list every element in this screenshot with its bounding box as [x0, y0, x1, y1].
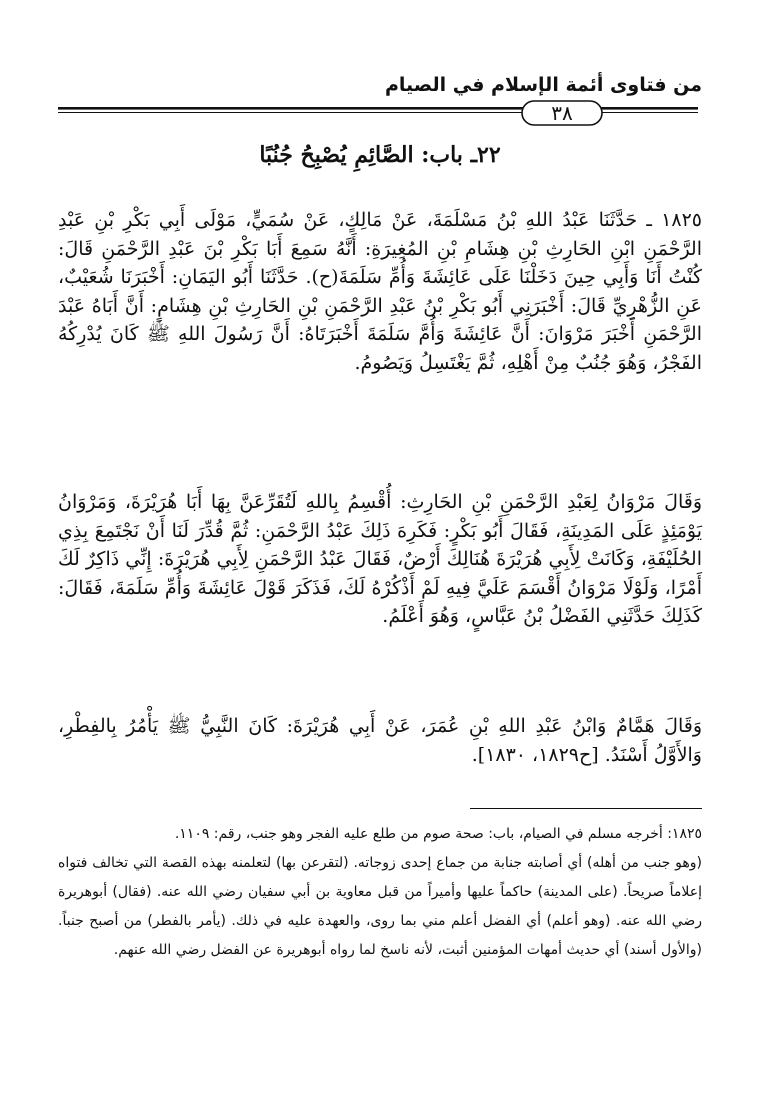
footnotes: [58, 820, 702, 965]
chapter-title: ٢٢ـ باب: الصَّائِمِ يُصْبِحُ جُنُبًا: [259, 142, 501, 168]
footnote-reference: ١٨٢٥: أخرجه مسلم في الصيام، باب: صحة صوم من طلع عليه الفجر وهو جنب، رقم: ١١٠٩.: [174, 826, 702, 842]
hadith-text: ١٨٢٥ ـ حَدَّثَنَا عَبْدُ اللهِ بْنُ مَسْلَمَةَ، عَنْ مَالِكٍ، عَنْ سُمَيٍّ، مَوْلَى أَبِي بَكْرِ بْنِ عَبْدِ الرَّحْمَنِ ابْنِ الحَارِثِ بْنِ هِشَامِ بْنِ المُغِيرَةِ: أَنَّهُ سَمِعَ أَبَا بَكْرِ بْنَ عَبْدِ الرَّحْمَنِ قَالَ: كُنْتُ أَنَا وَأَبِي حِينَ دَخَلْنَا عَلَى عَائِشَةَ وَأُمِّ سَلَمَةَ(ح). حَدَّثَنَا أَبُو اليَمَانِ: أَخْبَرَنَا شُعَيْبٌ، عَنِ الزُّهْرِيِّ قَالَ: أَخْبَرَنِي أَبُو بَكْرِ بْنُ عَبْدِ الرَّحْمَنِ بْنِ الحَارِثِ بْنِ هِشَامٍ: أَنَّ أَبَاهُ عَبْدَ الرَّحْمَنِ أَخْبَرَ مَرْوَانَ: أَنَّ عَائِشَةَ وَأُمَّ سَلَمَةَ أَخْبَرَتَاهُ: أَنَّ رَسُولَ اللهِ ﷺ كَانَ يُدْرِكُهُ الفَجْرُ، وَهُوَ جُنُبٌ مِنْ أَهْلِهِ، ثُمَّ يَغْتَسِلُ وَيَصُومُ.: [58, 209, 702, 374]
footnote-divider: [470, 808, 702, 809]
hadith-text: وَقَالَ هَمَّامٌ وَابْنُ عَبْدِ اللهِ بْنِ عُمَرَ، عَنْ أَبِي هُرَيْرَةَ: كَانَ النَّبِيُّ ﷺ يَأْمُرُ بِالفِطْرِ، وَالأَوَّلُ أَسْنَدُ. [ح١٨٢٩، ١٨٣٠].: [58, 715, 702, 766]
hadith-paragraph: [58, 712, 702, 769]
header-rule: [58, 100, 698, 134]
hadith-paragraph: [58, 206, 702, 378]
hadith-text: وَقَالَ مَرْوَانُ لِعَبْدِ الرَّحْمَنِ بْنِ الحَارِثِ: أُقْسِمُ بِاللهِ لَتُقَرِّعَنَّ بِهَا أَبَا هُرَيْرَةَ، وَمَرْوَانُ يَوْمَئِذٍ عَلَى المَدِينَةِ، فَقَالَ أَبُو بَكْرٍ: فَكَرِهَ ذَلِكَ عَبْدُ الرَّحْمَنِ: ثُمَّ قُدِّرَ لَنَا أَنْ نَجْتَمِعَ بِذِي الحُلَيْفَةِ، وَكَانَتْ لِأَبِي هُرَيْرَةَ هُنَالِكَ أَرْضٌ، فَقَالَ عَبْدُ الرَّحْمَنِ لِأَبِي هُرَيْرَةَ: إِنِّي ذَاكِرٌ لَكَ أَمْرًا، وَلَوْلَا مَرْوَانُ أَقْسَمَ عَلَيَّ فِيهِ لَمْ أَذْكُرْهُ لَكَ، فَذَكَرَ قَوْلَ عَائِشَةَ وَأُمِّ سَلَمَةَ، فَقَالَ: كَذَلِكَ حَدَّثَنِي الفَضْلُ بْنُ عَبَّاسٍ، وَهُوَ أَعْلَمُ.: [58, 491, 702, 628]
running-title: من فتاوى أئمة الإسلام في الصيام: [384, 74, 702, 96]
hadith-paragraph: [58, 488, 702, 631]
footnote-glossary: (وهو جنب من أهله) أي أصابته جنابة من جماع إحدى زوجاته. (لتقرعن بها) لتعلمنه بهذه القصة التي تخالف فتواه إعلاماً صريحاً. (على المدينة) حاكماً عليها وأميراً من قبل معاوية بن أبي سفيان رضي الله عنه. (فقال) أبوهريرة رضي الله عنه. (وهو أعلم) أي الفضل أعلم مني بما روى، والعهدة عليه في ذلك. (يأمر بالفطر) من أصبح جنباً. (والأول أسند) أي حديث أمهات المؤمنين أثبت، لأنه ناسخ لما رواه أبوهريرة عن الفضل رضي الله عنهم.: [58, 855, 702, 958]
page-number: ٣٨: [551, 101, 573, 125]
